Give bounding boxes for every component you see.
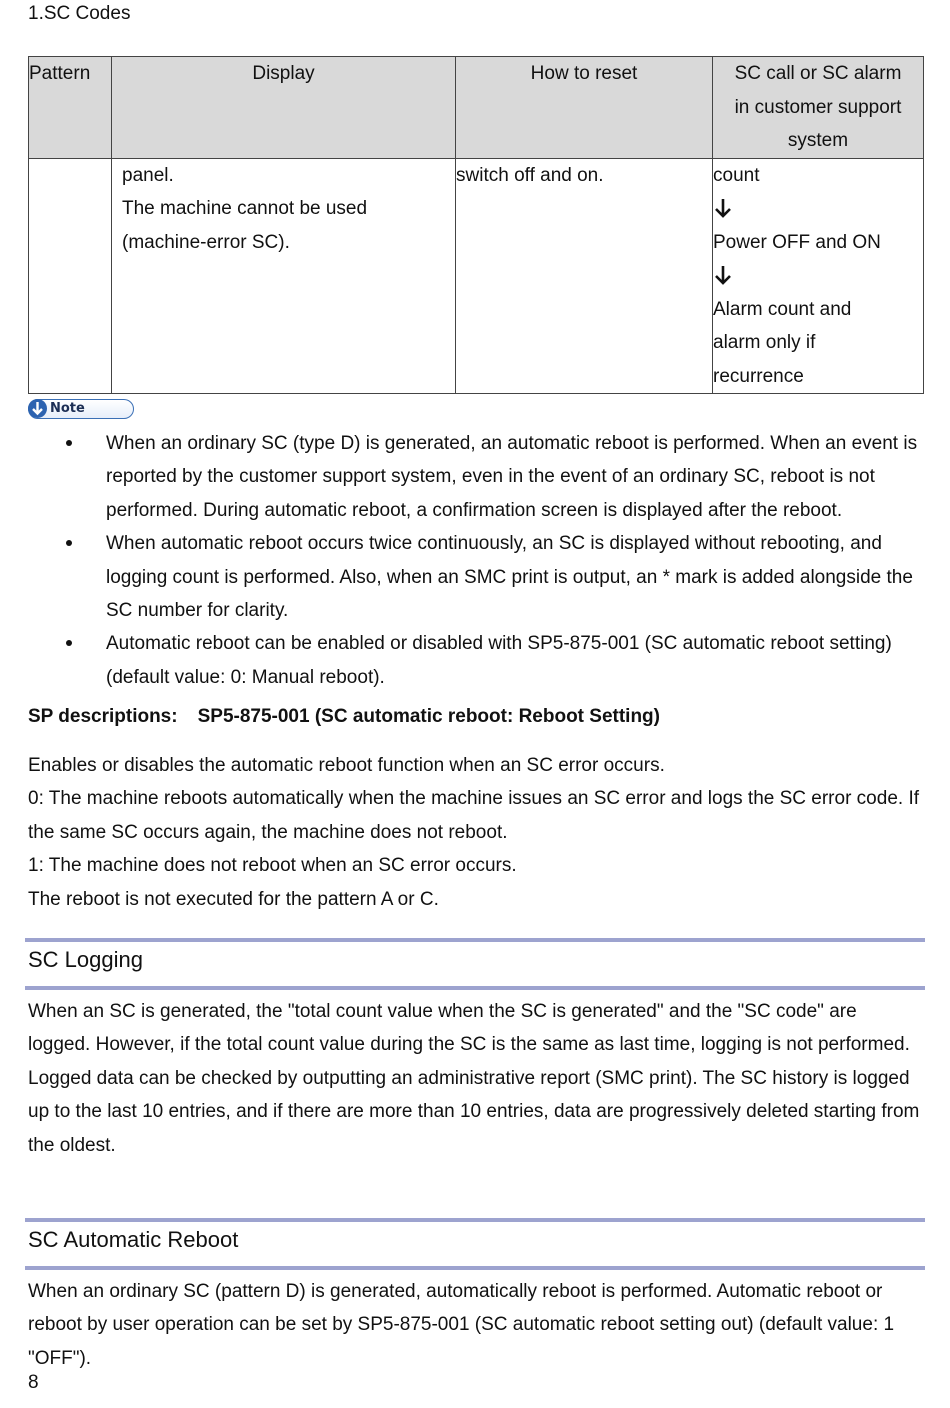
display-line: (machine-error SC).	[122, 231, 290, 253]
page-header-title: 1.SC Codes	[28, 3, 131, 24]
sc-call-step: Alarm count and	[713, 298, 852, 320]
sc-call-step: alarm only if	[713, 332, 816, 353]
page-number: 8	[28, 1372, 39, 1393]
arrow-down-icon	[713, 259, 737, 293]
cell-pattern	[29, 158, 112, 394]
sp-descriptions-label: SP descriptions:	[28, 706, 178, 727]
section-heading	[25, 1218, 925, 1270]
sp-code: SP5-875-001 (SC automatic reboot: Reboot Setting)	[197, 706, 660, 727]
section-body	[28, 1275, 923, 1375]
bullet-dot	[66, 540, 72, 546]
header-sc-call-line: in customer support	[734, 96, 902, 118]
sc-call-step: Power OFF and ON	[713, 231, 881, 253]
paragraph: When an ordinary SC (pattern D) is generated, automatically reboot is performed. Automatic reboot or reboot by user operation can be set by SP5-875-001 (SC automatic reboot setting out) (default value: 1 "OFF").	[28, 1281, 895, 1369]
note-badge	[28, 399, 134, 419]
note-label: Note	[50, 401, 85, 416]
bullet-text: Automatic reboot can be enabled or disabled with SP5-875-001 (SC automatic reboot setting) (default value: 0: Manual reboot).	[106, 633, 892, 688]
sc-codes-table	[28, 56, 924, 394]
header-display: Display	[112, 57, 456, 159]
paragraph: Logged data can be checked by outputting an administrative report (SMC print). The SC history is logged up to the last 10 entries, and if there are more than 10 entries, data are progressively deleted starting from the oldest.	[28, 1067, 920, 1156]
bullet-text: When automatic reboot occurs twice continuously, an SC is displayed without rebooting, and logging count is performed. Also, when an SMC print is output, an * mark is added alongside the SC number for clarity.	[106, 533, 913, 622]
bullet-dot	[66, 640, 72, 646]
header-sc-call	[713, 57, 924, 159]
paragraph: When an SC is generated, the "total count value when the SC is generated" and the "SC code" are logged. However, if the total count value during the SC is the same as last time, logging is not performed.	[28, 1001, 910, 1056]
section-heading	[25, 938, 925, 990]
table-row	[29, 158, 924, 394]
note-bullet-list	[28, 427, 923, 694]
sc-call-step: count	[713, 164, 760, 186]
paragraph: 0: The machine reboots automatically when the machine issues an SC error and logs the SC error code. If the same SC occurs again, the machine does not reboot.	[28, 788, 919, 843]
display-line: panel.	[122, 164, 174, 186]
bullet-dot	[66, 440, 72, 446]
list-item	[28, 427, 923, 527]
paragraph: 1: The machine does not reboot when an SC error occurs.	[28, 855, 517, 877]
list-item	[28, 527, 923, 627]
header-pattern: Pattern	[29, 57, 112, 159]
reset-line: switch off and on.	[456, 164, 604, 186]
cell-sc-call	[713, 158, 924, 394]
header-sc-call-line: system	[787, 130, 849, 151]
cell-how-to-reset	[456, 158, 713, 394]
header-sc-call-line: SC call or SC alarm	[734, 63, 902, 84]
note-arrow-icon	[28, 399, 47, 418]
header-how-to-reset: How to reset	[456, 57, 713, 159]
list-item	[28, 627, 923, 694]
paragraph: Enables or disables the automatic reboot function when an SC error occurs.	[28, 755, 665, 776]
display-line: The machine cannot be used	[122, 198, 368, 219]
table-header-row	[29, 57, 924, 159]
sc-call-step: recurrence	[713, 365, 804, 387]
cell-display	[112, 158, 456, 394]
bullet-text: When an ordinary SC (type D) is generated, an automatic reboot is performed. When an event is reported by the customer support system, even in the event of an ordinary SC, reboot is not performed. During automatic reboot, a confirmation screen is displayed after the reboot.	[106, 433, 918, 521]
section-body	[28, 995, 923, 1162]
section-title: SC Automatic Reboot	[28, 1227, 239, 1252]
paragraph: The reboot is not executed for the pattern A or C.	[28, 888, 439, 910]
sp-description-body	[28, 749, 923, 916]
sp-descriptions-heading	[28, 706, 660, 728]
section-title: SC Logging	[28, 947, 143, 972]
arrow-down-icon	[713, 192, 737, 226]
